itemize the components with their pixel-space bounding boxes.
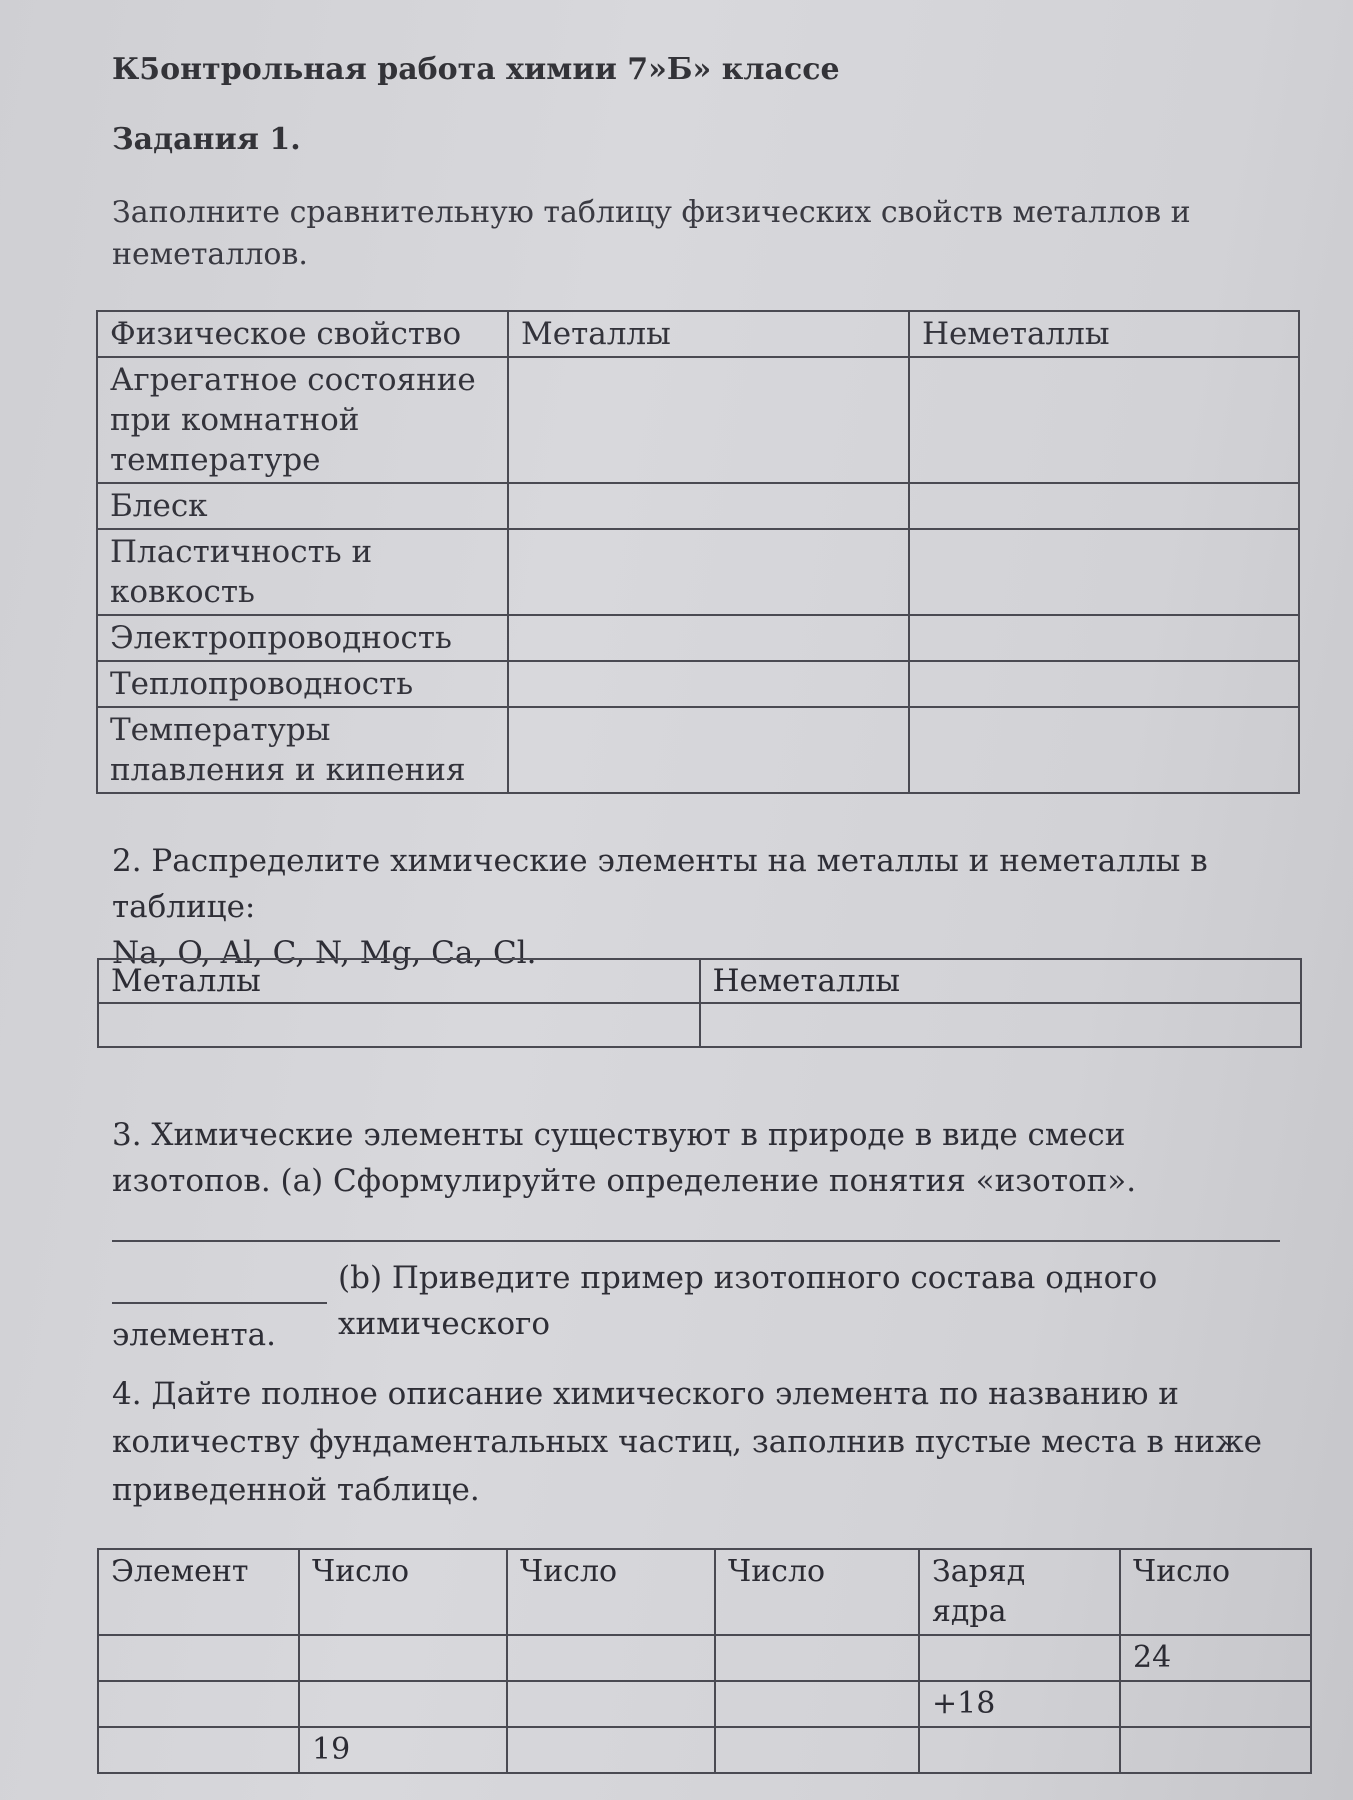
table-cell[interactable]: 19 xyxy=(299,1727,507,1773)
table-cell[interactable]: 24 xyxy=(1120,1635,1311,1681)
header-metals: Металлы xyxy=(508,311,909,357)
properties-table xyxy=(96,310,1300,794)
header-nonmetals: Неметаллы xyxy=(909,311,1299,357)
table-row xyxy=(97,529,1299,615)
table-cell[interactable] xyxy=(919,1727,1120,1773)
table-row xyxy=(97,661,1299,707)
metals-cell[interactable] xyxy=(508,529,909,615)
nonmetals-cell[interactable] xyxy=(909,529,1299,615)
header-metals: Металлы xyxy=(98,959,700,1003)
table-cell[interactable] xyxy=(299,1635,507,1681)
nonmetals-cell[interactable] xyxy=(909,483,1299,529)
table-cell[interactable] xyxy=(1120,1681,1311,1727)
task2-instruction: 2. Распределите химические элементы на металлы и неметаллы в таблице: xyxy=(112,843,1208,925)
table-row xyxy=(98,1003,1301,1047)
answer-line-a[interactable] xyxy=(112,1240,1280,1242)
table-cell[interactable]: +18 xyxy=(919,1681,1120,1727)
row-label: Электропроводность xyxy=(97,615,508,661)
metals-cell[interactable] xyxy=(508,707,909,793)
task1-instruction: Заполните сравнительную таблицу физических свойств металлов и неметаллов. xyxy=(112,195,1191,272)
task3-text-b: (b) Приведите пример изотопного состава одного химического xyxy=(338,1260,1158,1342)
row-label: Блеск xyxy=(97,483,508,529)
nonmetals-answer-cell[interactable] xyxy=(700,1003,1302,1047)
header-nonmetals: Неметаллы xyxy=(700,959,1302,1003)
table-header-row xyxy=(98,959,1301,1003)
task4-text: 4. Дайте полное описание химического элемента по названию и количеству фундаментальных частиц, заполнив пустые места в ниже приведенной таблице. xyxy=(112,1376,1262,1508)
section-subtitle: Задания 1. xyxy=(112,122,301,157)
table-cell[interactable] xyxy=(98,1635,299,1681)
row-label: Агрегатное состояние при комнатной температуре xyxy=(97,357,508,483)
task3-text-b2: элемента. xyxy=(112,1317,277,1353)
header-property: Физическое свойство xyxy=(97,311,508,357)
table-row xyxy=(97,357,1299,483)
table-cell[interactable] xyxy=(715,1727,919,1773)
table-cell[interactable] xyxy=(919,1635,1120,1681)
answer-line-b[interactable] xyxy=(112,1302,327,1304)
header-number-3: Число xyxy=(715,1549,919,1635)
table-cell[interactable] xyxy=(98,1727,299,1773)
table-cell[interactable] xyxy=(507,1635,715,1681)
header-element: Элемент xyxy=(98,1549,299,1635)
classification-table xyxy=(97,958,1302,1048)
metals-cell[interactable] xyxy=(508,357,909,483)
table-cell[interactable] xyxy=(98,1681,299,1727)
table-row xyxy=(98,1727,1311,1773)
table-row xyxy=(97,615,1299,661)
metals-answer-cell[interactable] xyxy=(98,1003,700,1047)
table-cell[interactable] xyxy=(299,1681,507,1727)
metals-cell[interactable] xyxy=(508,483,909,529)
nonmetals-cell[interactable] xyxy=(909,707,1299,793)
nonmetals-cell[interactable] xyxy=(909,357,1299,483)
nonmetals-cell[interactable] xyxy=(909,661,1299,707)
table-cell[interactable] xyxy=(507,1727,715,1773)
nonmetals-cell[interactable] xyxy=(909,615,1299,661)
table-header-row xyxy=(97,311,1299,357)
header-number-1: Число xyxy=(299,1549,507,1635)
table-cell[interactable] xyxy=(715,1635,919,1681)
metals-cell[interactable] xyxy=(508,615,909,661)
header-number-2: Число xyxy=(507,1549,715,1635)
task3-text-a: 3. Химические элементы существуют в природе в виде смеси изотопов. (a) Сформулируйте определение понятия «изотоп». xyxy=(112,1117,1137,1199)
header-nuclear-charge: Заряд ядра xyxy=(919,1549,1120,1635)
header-number-4: Число xyxy=(1120,1549,1311,1635)
table-cell[interactable] xyxy=(1120,1727,1311,1773)
task2-text xyxy=(112,838,1262,976)
table-cell[interactable] xyxy=(715,1681,919,1727)
task2-elements: Na, O, Al, C, N, Mg, Ca, Cl. xyxy=(112,935,537,971)
element-particles-table xyxy=(97,1548,1312,1774)
row-label: Теплопроводность xyxy=(97,661,508,707)
metals-cell[interactable] xyxy=(508,661,909,707)
row-label: Пластичность и ковкость xyxy=(97,529,508,615)
table-row xyxy=(98,1681,1311,1727)
table-row xyxy=(97,707,1299,793)
row-label: Температуры плавления и кипения xyxy=(97,707,508,793)
table-header-row xyxy=(98,1549,1311,1635)
table-row xyxy=(97,483,1299,529)
table-cell[interactable] xyxy=(507,1681,715,1727)
table-row xyxy=(98,1635,1311,1681)
page-title: К5онтрольная работа химии 7»Б» классе xyxy=(112,52,840,87)
